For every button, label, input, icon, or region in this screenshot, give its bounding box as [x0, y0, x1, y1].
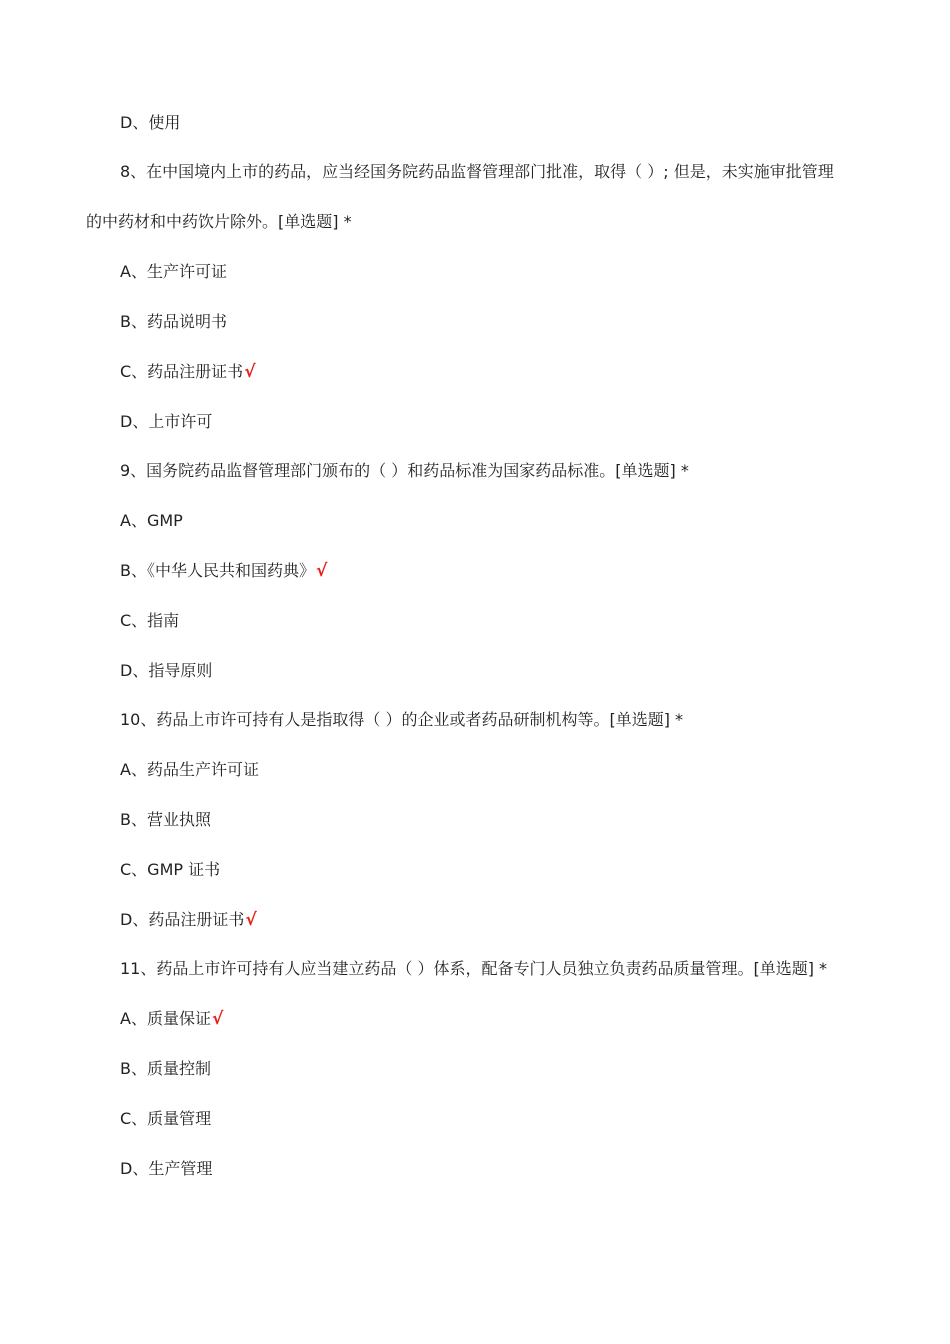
option-10-d: D、药品注册证书√ [120, 910, 257, 930]
question-8: 8、在中国境内上市的药品，应当经国务院药品监督管理部门批准，取得（ ）; 但是，未实施审批管理 [120, 162, 834, 181]
question-8-continued: 的中药材和中药饮片除外。[单选题] * [86, 212, 352, 231]
correct-check-icon: √ [315, 561, 328, 581]
option-9-c: C、指南 [120, 611, 180, 630]
option-9-b: B、《中华人民共和国药典》√ [120, 561, 328, 581]
option-8-b: B、药品说明书 [120, 312, 227, 331]
correct-check-icon: √ [244, 362, 256, 382]
correct-check-icon: √ [211, 1009, 224, 1029]
question-10: 10、药品上市许可持有人是指取得（ ）的企业或者药品研制机构等。[单选题] * [120, 710, 684, 729]
option-8-c: C、药品注册证书√ [120, 362, 256, 382]
option-11-c: C、质量管理 [120, 1109, 212, 1128]
option-10-c: C、GMP 证书 [120, 860, 221, 879]
option-8-a: A、生产许可证 [120, 262, 227, 281]
option-7-d: D、使用 [120, 113, 181, 132]
option-11-a: A、质量保证√ [120, 1009, 224, 1029]
correct-check-icon: √ [245, 910, 257, 930]
option-9-a: A、GMP [120, 511, 183, 530]
question-9: 9、国务院药品监督管理部门颁布的（ ）和药品标准为国家药品标准。[单选题] * [120, 461, 689, 480]
question-11: 11、药品上市许可持有人应当建立药品（ ）体系，配备专门人员独立负责药品质量管理。[单选题] * [120, 959, 828, 978]
option-9-d: D、指导原则 [120, 661, 213, 680]
option-8-d: D、上市许可 [120, 412, 213, 431]
option-10-a: A、药品生产许可证 [120, 760, 259, 779]
option-10-b: B、营业执照 [120, 810, 211, 829]
option-11-b: B、质量控制 [120, 1059, 211, 1078]
option-11-d: D、生产管理 [120, 1159, 213, 1178]
